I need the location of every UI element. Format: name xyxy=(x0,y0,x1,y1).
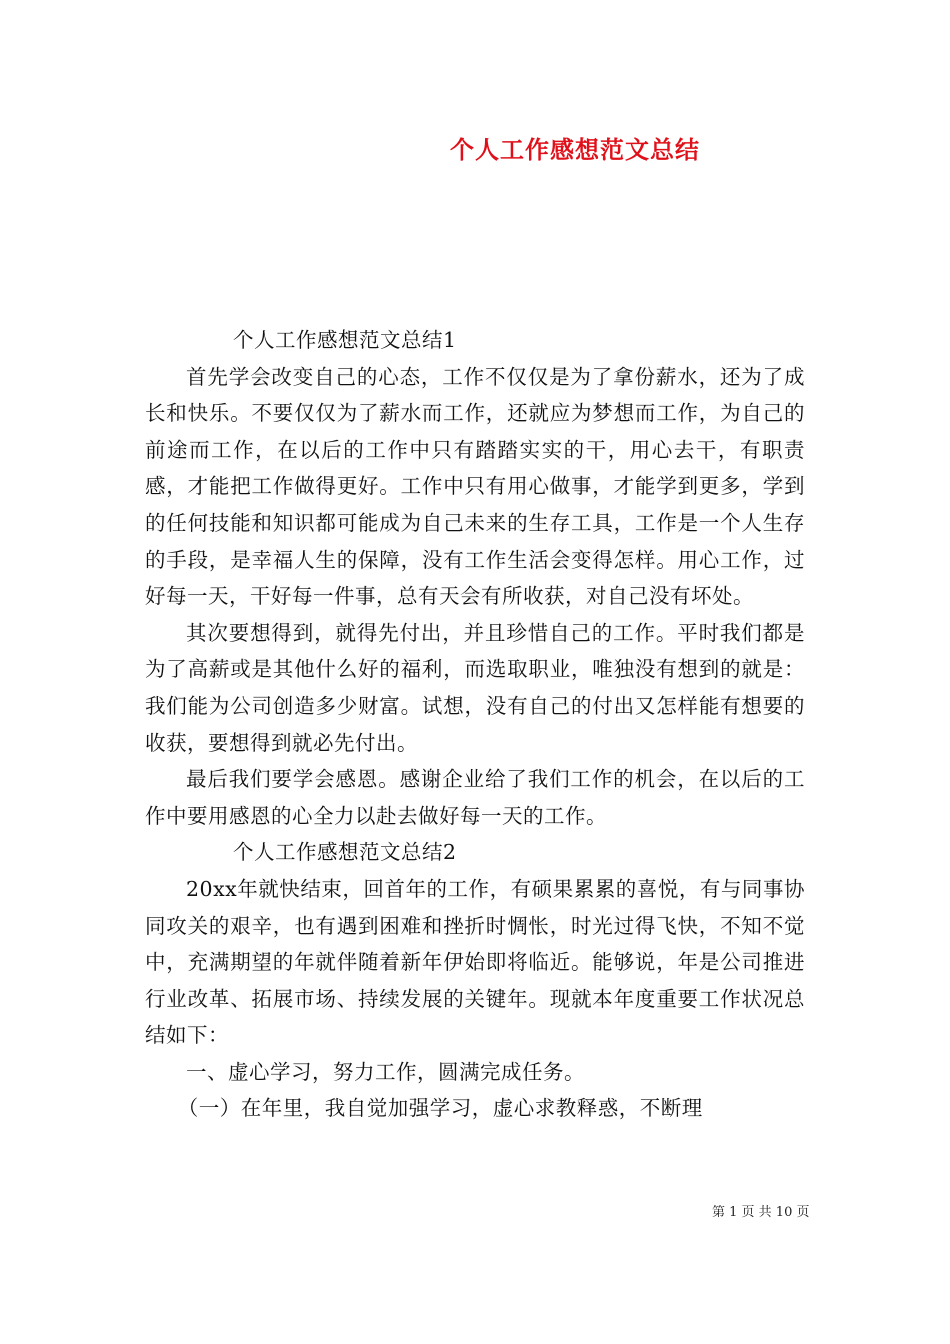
paragraph: 首先学会改变自己的心态，工作不仅仅是为了拿份薪水，还为了成长和快乐。不要仅仅为了薪水而工作，还就应为梦想而工作，为自己的前途而工作，在以后的工作中只有踏踏实实的干，用心去干，有职责感，才能把工作做得更好。工作中只有用心做事，才能学到更多，学到的任何技能和知识都可能成为自己未来的生存工具，工作是一个人生存的手段，是幸福人生的保障，没有工作生活会变得怎样。用心工作，过好每一天，干好每一件事，总有天会有所收获，对自己没有坏处。 xyxy=(145,364,805,609)
section-heading-1: 个人工作感想范文总结1 xyxy=(233,328,457,352)
paragraph: 20xx年就快结束，回首年的工作，有硕果累累的喜悦，有与同事协同攻关的艰辛，也有遇到困难和挫折时惆怅，时光过得飞快，不知不觉中，充满期望的年就伴随着新年伊始即将临近。能够说，年是公司推进行业改革、拓展市场、持续发展的关键年。现就本年度重要工作状况总结如下： xyxy=(145,876,805,1048)
paragraph: 最后我们要学会感恩。感谢企业给了我们工作的机会，在以后的工作中要用感恩的心全力以赴去做好每一天的工作。 xyxy=(145,767,805,828)
page-number: 第 1 页 共 10 页 xyxy=(712,1205,810,1220)
section-heading-2: 个人工作感想范文总结2 xyxy=(233,840,457,865)
document-body xyxy=(145,322,805,1127)
paragraph: 其次要想得到，就得先付出，并且珍惜自己的工作。平时我们都是为了高薪或是其他什么好的福利，而选取职业，唯独没有想到的就是：我们能为公司创造多少财富。试想，没有自己的付出又怎样能有想要的收获，要想得到就必先付出。 xyxy=(145,620,805,755)
list-heading: 一、虚心学习，努力工作，圆满完成任务。 xyxy=(186,1059,585,1084)
list-item: （一）在年里，我自觉加强学习，虚心求教释惑，不断理 xyxy=(177,1096,703,1121)
document-title: 个人工作感想范文总结 xyxy=(450,135,700,164)
